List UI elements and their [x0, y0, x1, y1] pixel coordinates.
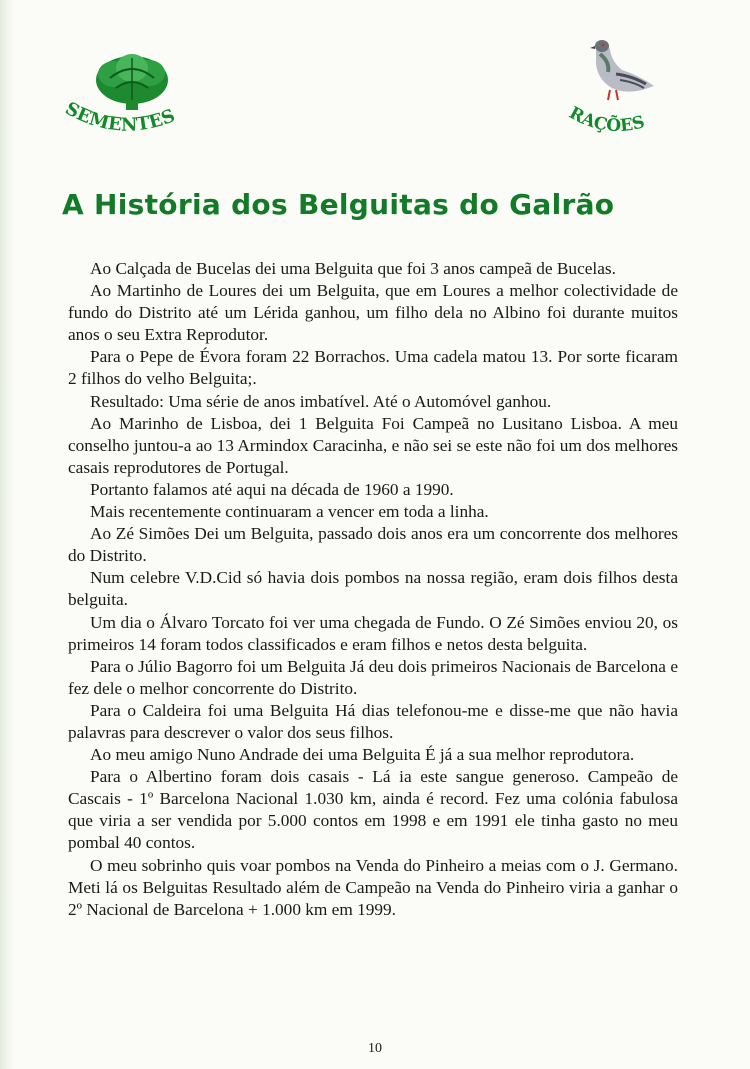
page-number: 10	[368, 1041, 382, 1056]
paragraph: Ao Marinho de Lisboa, dei 1 Belguita Foi Campeã no Lusitano Lisboa. A meu conselho juntou-a ao 13 Armindox Caracinha, e não sei se este não foi um dos melhores casais reprodutores de Portugal.	[68, 413, 678, 477]
sementes-logo-text: SEMENTES	[61, 98, 178, 136]
paragraph: Ao meu amigo Nuno Andrade dei uma Belguita É já a sua melhor reprodutora.	[90, 745, 635, 765]
sementes-logo	[52, 48, 212, 148]
racoes-logo	[560, 32, 680, 147]
paragraph: Resultado: Uma série de anos imbatível. Até o Automóvel ganhou.	[90, 391, 552, 411]
paragraph: Ao Calçada de Bucelas dei uma Belguita que foi 3 anos campeã de Bucelas.	[90, 259, 616, 278]
paragraph: Um dia o Álvaro Torcato foi ver uma chegada de Fundo. O Zé Simões enviou 20, os primeiros 14 foram todos classificados e eram filhos e netos desta belguita.	[68, 612, 678, 654]
cabbage-icon	[96, 54, 168, 110]
paragraph: Portanto falamos até aqui na década de 1960 a 1990.	[90, 479, 454, 499]
paragraph: Mais recentemente continuaram a vencer em toda a linha.	[90, 502, 489, 522]
paragraph: Num celebre V.D.Cid só havia dois pombos na nossa região, eram dois filhos desta belguita.	[68, 568, 678, 610]
paragraph: Ao Zé Simões Dei um Belguita, passado dois anos era um concorrente dos melhores do Distrito.	[68, 524, 678, 566]
paragraph: Para o Júlio Bagorro foi um Belguita Já deu dois primeiros Nacionais de Barcelona e fez dele o melhor concorrente do Distrito.	[68, 656, 678, 698]
paragraph: O meu sobrinho quis voar pombos na Venda do Pinheiro a meias com o J. Germano. Meti lá os Belguitas Resultado além de Campeão na Venda do Pinheiro viria a ganhar o 2º Nacional de Barcelona + 1.000 km em 1999.	[68, 855, 678, 919]
article-body	[68, 258, 678, 921]
paragraph: Para o Pepe de Évora foram 22 Borrachos. Uma cadela matou 13. Por sorte ficaram 2 filhos do velho Belguita;.	[68, 347, 678, 389]
pigeon-icon	[590, 40, 654, 100]
page-title: A História dos Belguitas do Galrão	[62, 188, 615, 221]
racoes-logo-text: RAÇÕES	[565, 103, 647, 137]
paragraph: Para o Caldeira foi uma Belguita Há dias telefonou-me e disse-me que não havia palavras para descrever o valor dos seus filhos.	[68, 700, 678, 742]
paragraph: Ao Martinho de Loures dei um Belguita, que em Loures a melhor colectividade de fundo do Distrito até um Lérida ganhou, um filho dela no Albino foi durante muitos anos o seu Extra Reprodutor.	[68, 281, 678, 345]
paragraph: Para o Albertino foram dois casais - Lá ia este sangue generoso. Campeão de Cascais - 1º Barcelona Nacional 1.030 km, ainda é record. Fez uma colónia fabulosa que viria a ser vendida por 5.000 contos em 1998 e em 1991 ele tinha gasto no meu pombal 40 contos.	[68, 767, 678, 853]
page-edge	[0, 0, 14, 1069]
